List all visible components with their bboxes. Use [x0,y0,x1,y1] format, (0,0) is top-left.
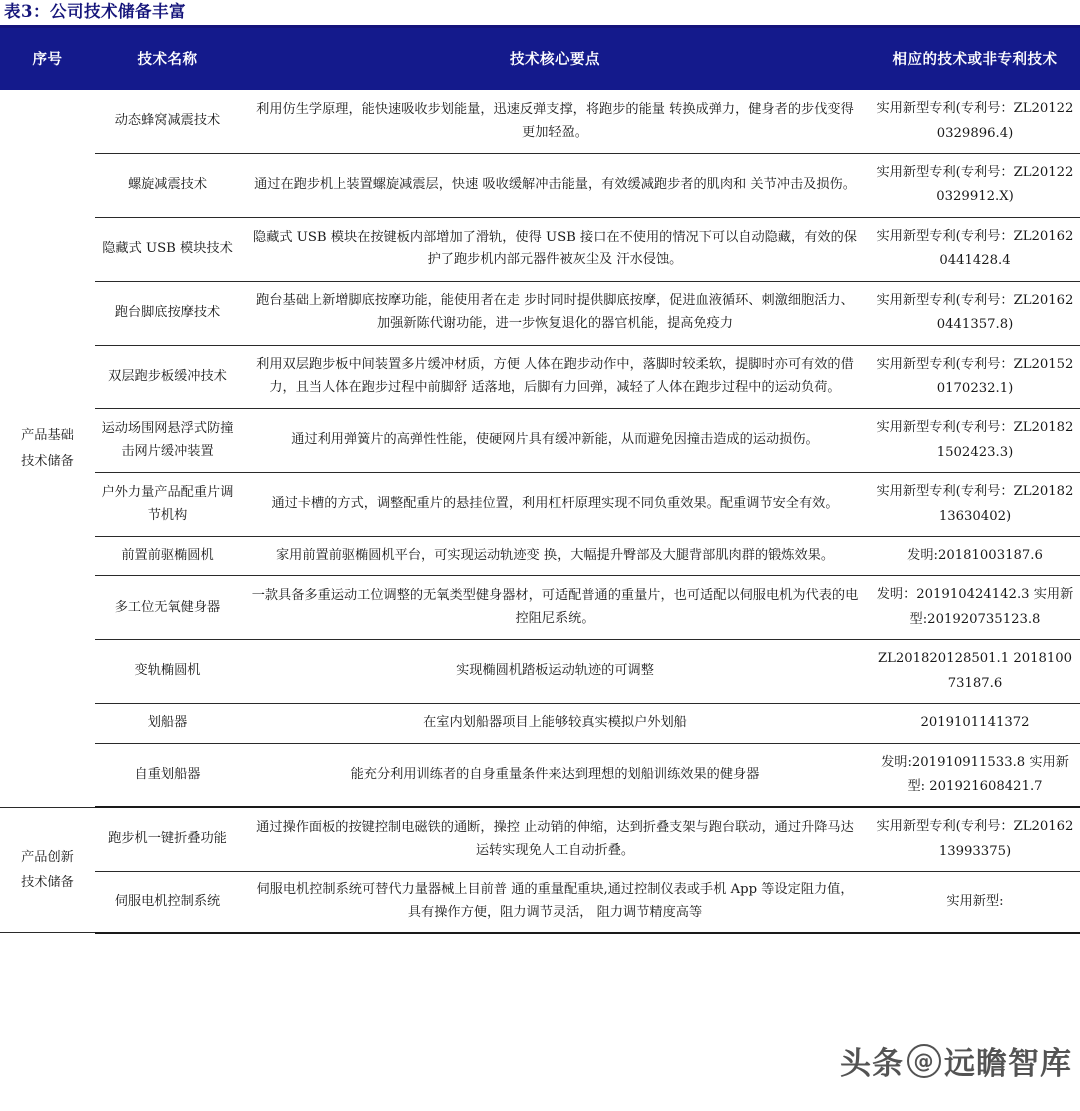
tech-name: 变轨椭圆机 [95,640,240,704]
tech-patent: 实用新型专利(专利号：ZL201821502423.3) [870,409,1080,473]
tech-name: 隐藏式 USB 模块技术 [95,217,240,281]
table-body [0,90,1080,933]
table-row [0,90,1080,153]
table-row [0,153,1080,217]
tech-reserve-table [0,28,1080,934]
tech-patent: 实用新型专利(专利号：ZL2018213630402) [870,473,1080,537]
tech-desc: 伺服电机控制系统可替代力量器械上目前普 通的重量配重块,通过控制仪表或手机 App 等设定阻力值，具有操作方便，阻力调节灵活， 阻力调节精度高等 [240,872,870,933]
column-header-patent: 相应的技术或非专利技术 [870,28,1080,90]
tech-name: 伺服电机控制系统 [95,872,240,933]
tech-patent: 发明：201910424142.3 实用新型:201920735123.8 [870,576,1080,640]
tech-patent: 实用新型专利(专利号：ZL201620441428.4 [870,217,1080,281]
table-row [0,743,1080,807]
tech-patent: 发明:20181003187.6 [870,537,1080,576]
tech-patent: 2019101141372 [870,704,1080,743]
tech-desc: 能充分利用训练者的自身重量条件来达到理想的划船训练效果的健身器 [240,743,870,807]
tech-desc: 家用前置前驱椭圆机平台，可实现运动轨迹变 换，大幅提升臀部及大腿背部肌肉群的锻炼效果。 [240,537,870,576]
tech-name: 多工位无氧健身器 [95,576,240,640]
tech-desc: 利用仿生学原理，能快速吸收步划能量，迅速反弹支撑，将跑步的能量 转换成弹力，健身者的步伐变得更加轻盈。 [240,90,870,153]
tech-desc: 在室内划船器项目上能够较真实模拟户外划船 [240,704,870,743]
tech-desc: 隐藏式 USB 模块在按键板内部增加了滑轨，使得 USB 接口在不使用的情况下可以自动隐藏，有效的保护了跑步机内部元器件被灰尘及 汗水侵蚀。 [240,217,870,281]
table-row [0,281,1080,345]
table-header-row [0,28,1080,90]
tech-name: 户外力量产品配重片调节机构 [95,473,240,537]
tech-desc: 通过在跑步机上装置螺旋减震层，快速 吸收缓解冲击能量，有效缓减跑步者的肌肉和 关节冲击及损伤。 [240,153,870,217]
watermark [840,1038,1072,1083]
group-cell-innovation [0,807,95,932]
table-row [0,217,1080,281]
table-row [0,576,1080,640]
group-label-line2: 技术储备 [21,453,74,469]
tech-patent: 实用新型: [870,872,1080,933]
tech-desc: 一款具备多重运动工位调整的无氧类型健身器材，可适配普通的重量片，也可适配以伺服电机为代表的电控阻尼系统。 [240,576,870,640]
group-label-line2: 技术储备 [21,875,74,891]
tech-name: 运动场围网悬浮式防撞击网片缓冲装置 [95,409,240,473]
tech-name: 动态蜂窝减震技术 [95,90,240,153]
tech-patent: 实用新型专利(专利号：ZL201520170232.1) [870,345,1080,409]
tech-name: 前置前驱椭圆机 [95,537,240,576]
column-header-tech-name: 技术名称 [95,28,240,90]
tech-desc: 通过利用弹簧片的高弹性性能，使硬网片具有缓冲新能，从而避免因撞击造成的运动损伤。 [240,409,870,473]
tech-name: 双层跑步板缓冲技术 [95,345,240,409]
tech-desc: 通过卡槽的方式，调整配重片的悬挂位置，利用杠杆原理实现不同负重效果。配重调节安全有效。 [240,473,870,537]
tech-patent: 实用新型专利(专利号：ZL201220329896.4) [870,90,1080,153]
watermark-right-text: 远瞻智库 [944,1046,1072,1082]
watermark-left-text: 头条 [840,1046,904,1082]
tech-desc: 利用双层跑步板中间装置多片缓冲材质，方便 人体在跑步动作中，落脚时较柔软，提脚时亦可有效的借力，且当人体在跑步过程中前脚舒 适落地，后脚有力回弹，减轻了人体在跑步过程中的运动负荷。 [240,345,870,409]
tech-patent: 实用新型专利(专利号：ZL2016213993375) [870,807,1080,871]
tech-name: 自重划船器 [95,743,240,807]
table-row [0,704,1080,743]
tech-name: 螺旋减震技术 [95,153,240,217]
group-cell-basic [0,90,95,807]
tech-name: 跑台脚底按摩技术 [95,281,240,345]
tech-desc: 实现椭圆机踏板运动轨迹的可调整 [240,640,870,704]
page-title: 表3：公司技术储备丰富 [4,2,186,21]
tech-name: 跑步机一键折叠功能 [95,807,240,871]
group-label-line1: 产品创新 [21,849,74,865]
at-icon: @ [907,1044,941,1078]
table-row [0,409,1080,473]
table-row [0,345,1080,409]
table-row [0,640,1080,704]
table-head [0,28,1080,90]
tech-patent: ZL201820128501.1 201810073187.6 [870,640,1080,704]
table-row [0,872,1080,933]
column-header-index: 序号 [0,28,95,90]
group-label-line1: 产品基础 [21,428,74,444]
tech-patent: 发明:201910911533.8 实用新型: 201921608421.7 [870,743,1080,807]
table-row [0,473,1080,537]
tech-name: 划船器 [95,704,240,743]
column-header-tech-points: 技术核心要点 [240,28,870,90]
tech-patent: 实用新型专利(专利号：ZL201620441357.8) [870,281,1080,345]
table-row [0,807,1080,871]
tech-patent: 实用新型专利(专利号：ZL201220329912.X) [870,153,1080,217]
table-row [0,537,1080,576]
tech-desc: 通过操作面板的按键控制电磁铁的通断，操控 止动销的伸缩，达到折叠支架与跑台联动，通过升降马达运转实现免人工自动折叠。 [240,807,870,871]
tech-desc: 跑台基础上新增脚底按摩功能，能使用者在走 步时同时提供脚底按摩，促进血液循环、刺激细胞活力、加强新陈代谢功能，进一步恢复退化的器官机能，提高免疫力 [240,281,870,345]
